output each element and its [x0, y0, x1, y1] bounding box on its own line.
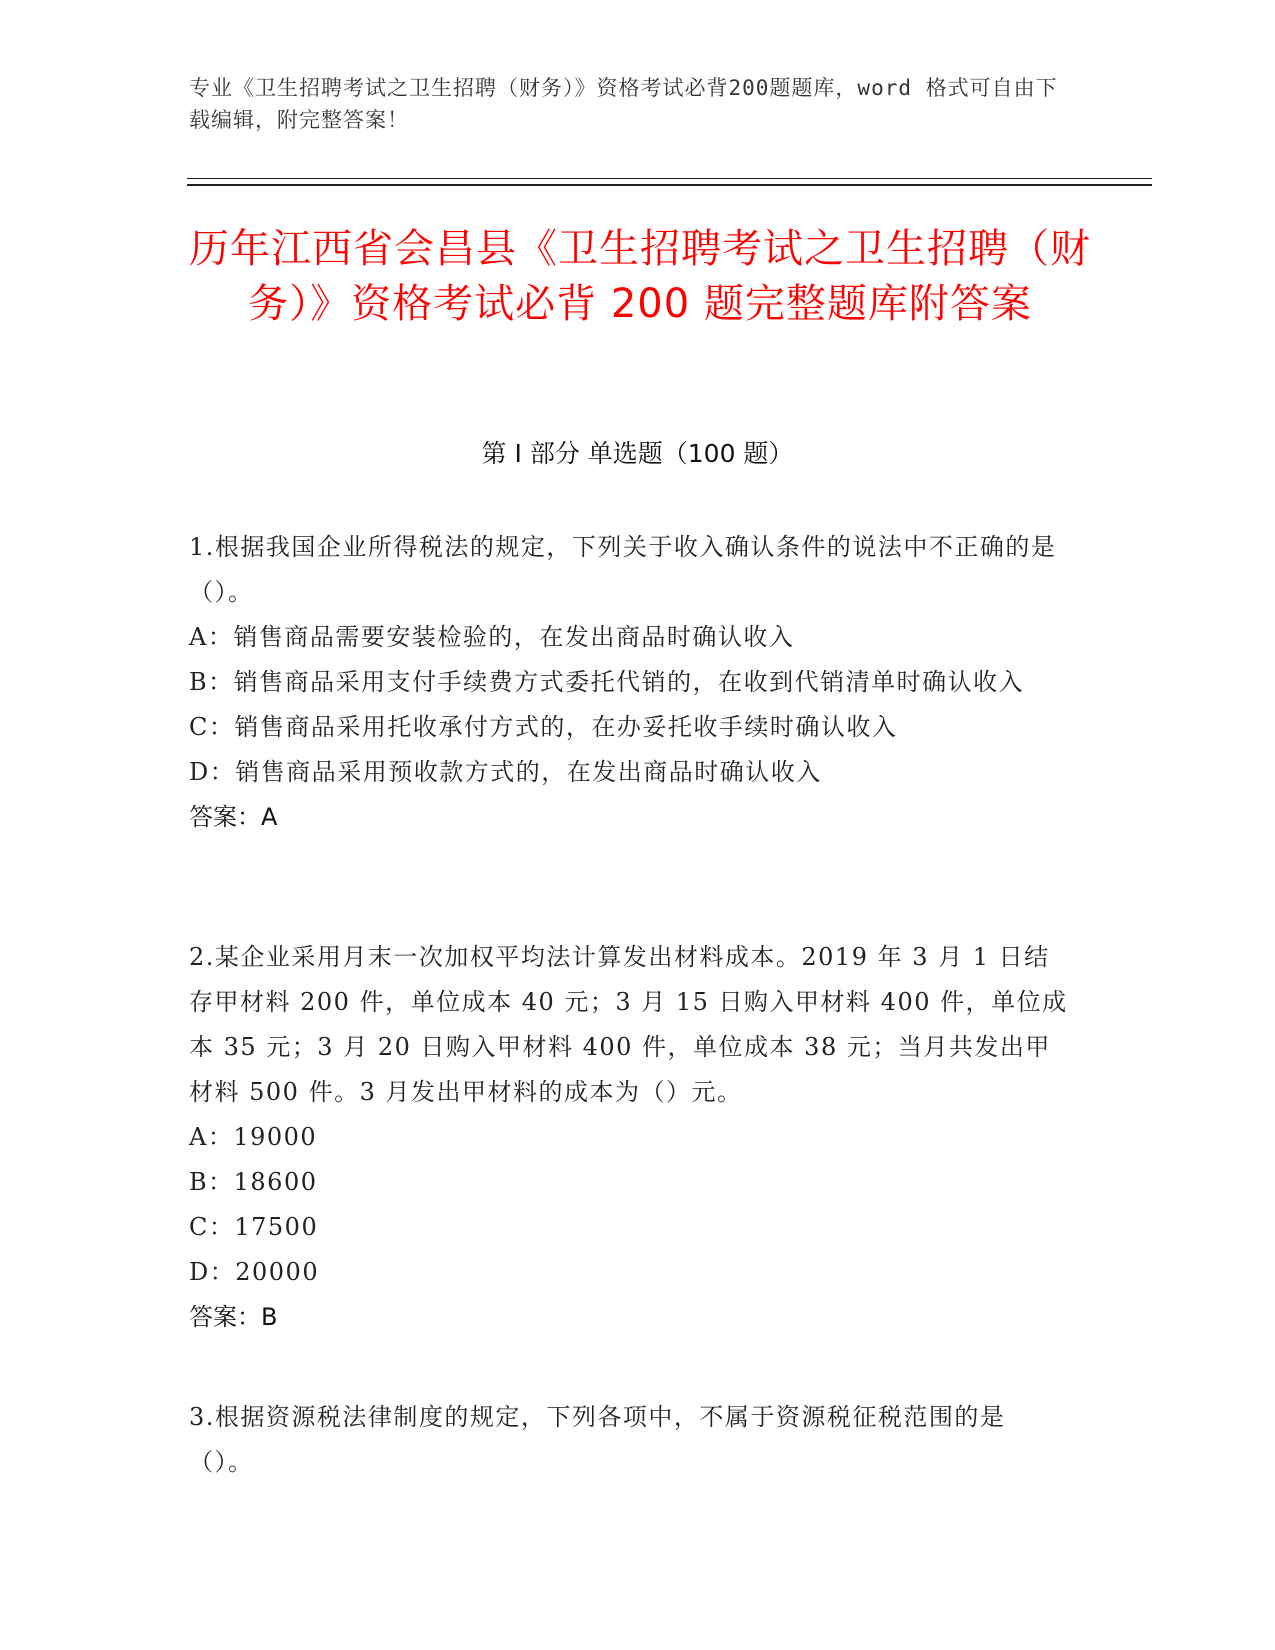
question-3: [189, 1395, 1069, 1485]
answer-text: 答案：A: [189, 803, 278, 831]
question-stem: 1.根据我国企业所得税法的规定，下列关于收入确认条件的说法中不正确的是（）。: [189, 533, 1057, 606]
question-2: [189, 935, 1069, 1340]
document-title: 历年江西省会昌县《卫生招聘考试之卫生招聘（财务）》资格考试必背 200 题完整题库附答案: [189, 226, 1091, 327]
header-divider-thick: [187, 184, 1152, 186]
answer-text: 答案：B: [189, 1303, 278, 1331]
option-c: C：17500: [189, 1213, 319, 1241]
option-a: A：19000: [189, 1123, 318, 1151]
option-d: D：销售商品采用预收款方式的，在发出商品时确认收入: [189, 758, 822, 786]
question-1: [189, 525, 1069, 840]
header-note: 专业《卫生招聘考试之卫生招聘（财务）》资格考试必背200题题库，word 格式可自由下载编辑，附完整答案！: [189, 76, 1058, 132]
question-stem: 2.某企业采用月末一次加权平均法计算发出材料成本。2019 年 3 月 1 日结存甲材料 200 件，单位成本 40 元；3 月 15 日购入甲材料 400 件，单位成本 35 元；3 月 20 日购入甲材料 400 件，单位成本 38 元；当月共发出甲材料 500 件。3 月发出甲材料的成本为（）元。: [189, 943, 1068, 1106]
option-b: B：销售商品采用支付手续费方式委托代销的，在收到代销清单时确认收入: [189, 668, 1025, 696]
question-stem: 3.根据资源税法律制度的规定，下列各项中，不属于资源税征税范围的是（）。: [189, 1403, 1006, 1476]
option-d: D：20000: [189, 1258, 320, 1286]
section-heading: 第 I 部分 单选题（100 题）: [481, 439, 794, 468]
option-a: A：销售商品需要安装检验的，在发出商品时确认收入: [189, 623, 795, 651]
option-b: B：18600: [189, 1168, 318, 1196]
option-c: C：销售商品采用托收承付方式的，在办妥托收手续时确认收入: [189, 713, 898, 741]
header-divider-thin: [187, 178, 1152, 179]
